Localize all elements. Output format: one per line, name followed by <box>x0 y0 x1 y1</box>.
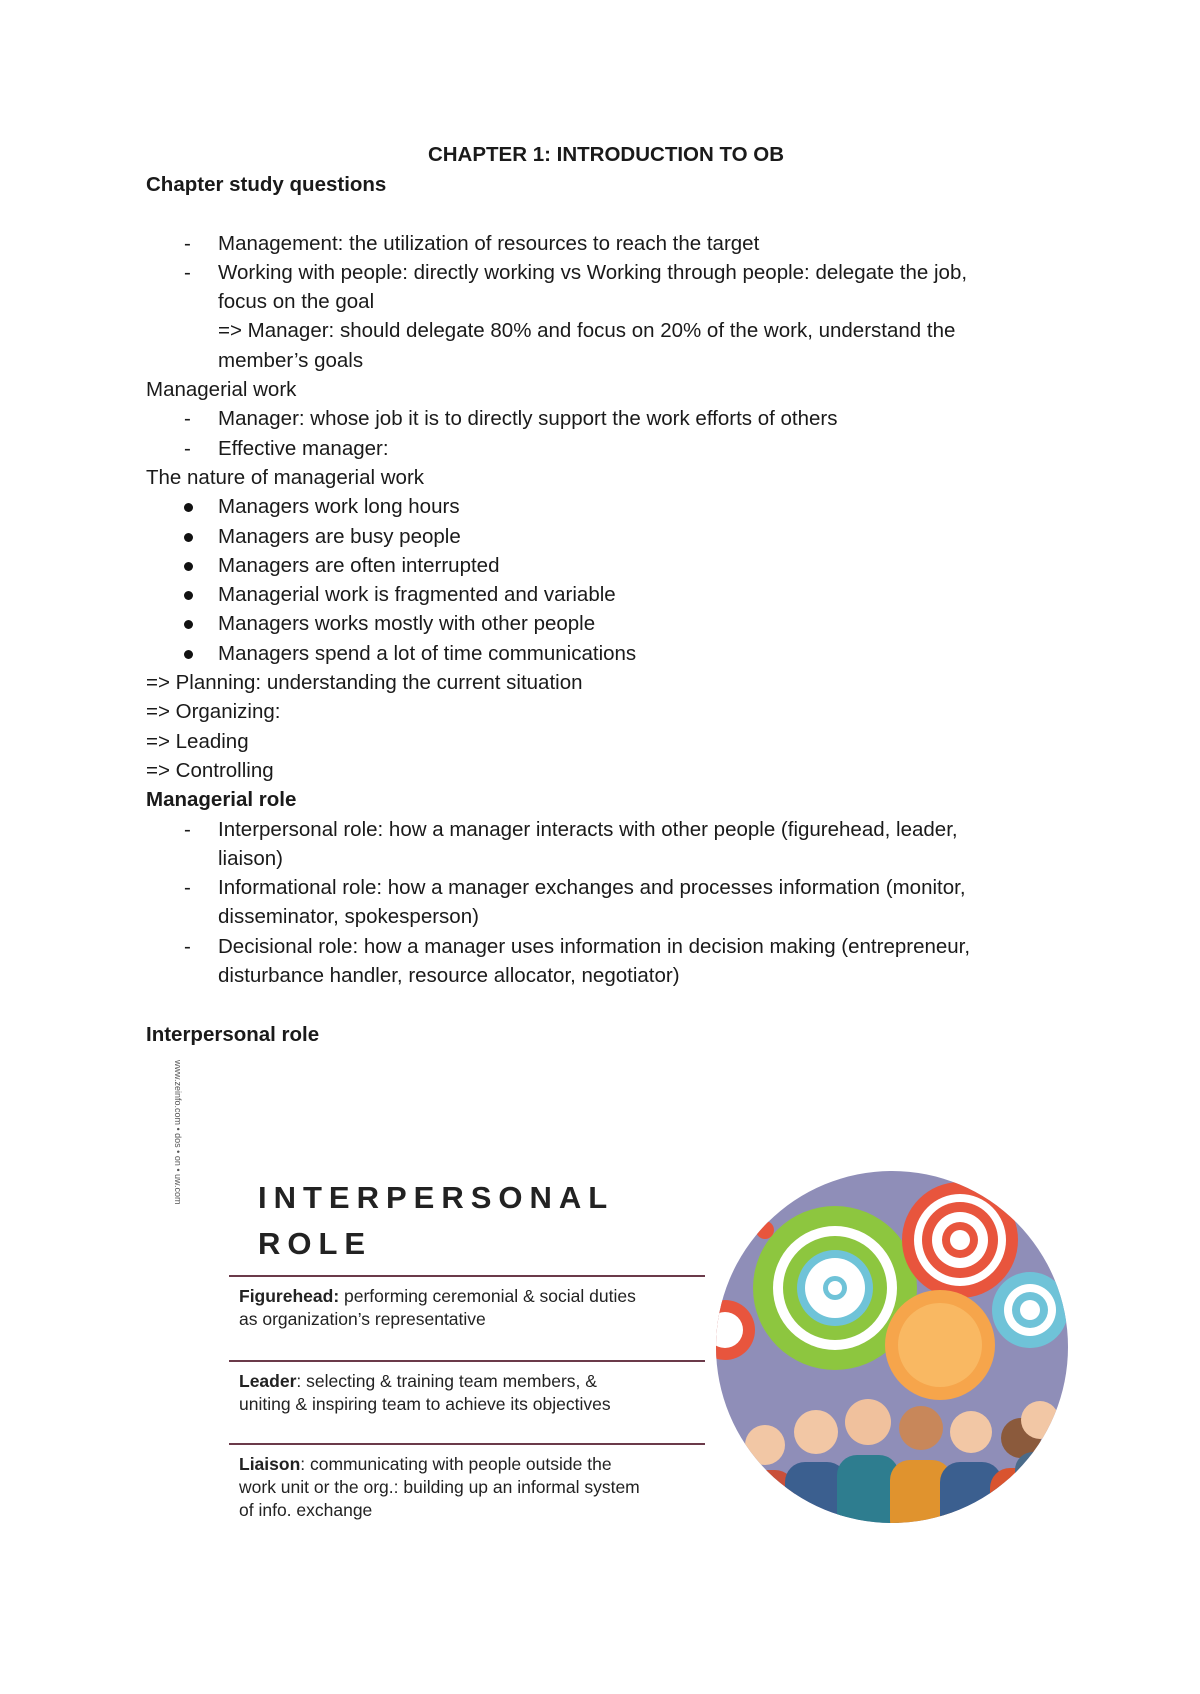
list-item-continuation: liaison) <box>218 846 283 870</box>
nature-list <box>146 492 1066 668</box>
list-item: - Management: the utilization of resources to reach the target <box>146 229 1066 258</box>
interpersonal-role-figure <box>150 1060 1070 1535</box>
list-item: - Interpersonal role: how a manager interacts with other people (figurehead, leader, <box>146 815 1066 844</box>
dash-marker: - <box>184 934 191 958</box>
dash-marker: - <box>184 436 191 460</box>
function-line: => Leading <box>146 729 249 753</box>
spacer <box>146 199 1066 228</box>
red-gear-icon <box>902 1182 1018 1298</box>
list-item: Managers are often interrupted <box>146 551 1066 580</box>
dash-marker: - <box>184 260 191 284</box>
list-item: - Decisional role: how a manager uses information in decision making (entrepreneur, <box>146 932 1066 961</box>
list-item-continuation: disseminator, spokesperson) <box>218 905 479 929</box>
section-heading-managerial-role: Managerial role <box>146 788 297 812</box>
list-item-continuation: => Manager: should delegate 80% and focus on 20% of the work, understand the <box>218 319 956 343</box>
bullet-marker <box>184 620 193 629</box>
figure-title: INTERPERSONAL ROLE <box>258 1180 615 1261</box>
figurehead-item: Figurehead: performing ceremonial & social duties as organization’s representative <box>229 1275 705 1331</box>
figure-source-watermark: www.zeinfo.com • dos • on • uw.com <box>173 1060 183 1205</box>
page-title: CHAPTER 1: INTRODUCTION TO OB <box>427 143 785 166</box>
leader-item: Leader: selecting & training team members, & uniting & inspiring team to achieve its objectives <box>229 1360 705 1416</box>
gears-and-people-illustration <box>715 1170 1070 1525</box>
study-questions-list <box>146 229 1066 375</box>
liaison-item: Liaison: communicating with people outside the work unit or the org.: building up an informal system of info. exchange <box>229 1443 705 1522</box>
document-body <box>146 140 1066 1049</box>
list-item: Managers spend a lot of time communications <box>146 639 1066 668</box>
role-list <box>146 815 1066 991</box>
list-item: Managers work long hours <box>146 492 1066 521</box>
bullet-marker <box>184 503 193 512</box>
list-item-continuation: member’s goals <box>218 348 364 372</box>
list-item: Managers are busy people <box>146 522 1066 551</box>
blue-gear-icon <box>992 1272 1068 1348</box>
managerial-work-list <box>146 404 1066 463</box>
orange-gear-icon <box>885 1290 995 1400</box>
small-gear-icon <box>756 1221 774 1239</box>
section-heading-managerial-work: Managerial work <box>146 378 297 402</box>
section-heading-study-questions: Chapter study questions <box>146 173 387 196</box>
list-item: - Informational role: how a manager exchanges and processes information (monitor, <box>146 873 1066 902</box>
list-item-continuation: disturbance handler, resource allocator, negotiator) <box>218 964 680 988</box>
dash-marker: - <box>184 876 191 900</box>
list-item: Managers works mostly with other people <box>146 609 1066 638</box>
bullet-marker <box>184 533 193 542</box>
function-line: => Organizing: <box>146 700 281 724</box>
function-line: => Planning: understanding the current situation <box>146 671 583 695</box>
list-item: - Working with people: directly working vs Working through people: delegate the job, <box>146 258 1066 287</box>
dash-marker: - <box>184 817 191 841</box>
list-item: - Effective manager: <box>146 434 1066 463</box>
dash-marker: - <box>184 231 191 255</box>
section-heading-interpersonal-role: Interpersonal role <box>146 1022 320 1046</box>
section-heading-nature: The nature of managerial work <box>146 465 425 489</box>
list-item: Managerial work is fragmented and variable <box>146 580 1066 609</box>
list-item: - Manager: whose job it is to directly support the work efforts of others <box>146 404 1066 433</box>
list-item-continuation: focus on the goal <box>218 290 375 314</box>
function-line: => Controlling <box>146 758 274 782</box>
bullet-marker <box>184 591 193 600</box>
bullet-marker <box>184 650 193 659</box>
bullet-marker <box>184 562 193 571</box>
spacer <box>146 990 1066 1019</box>
dash-marker: - <box>184 407 191 431</box>
